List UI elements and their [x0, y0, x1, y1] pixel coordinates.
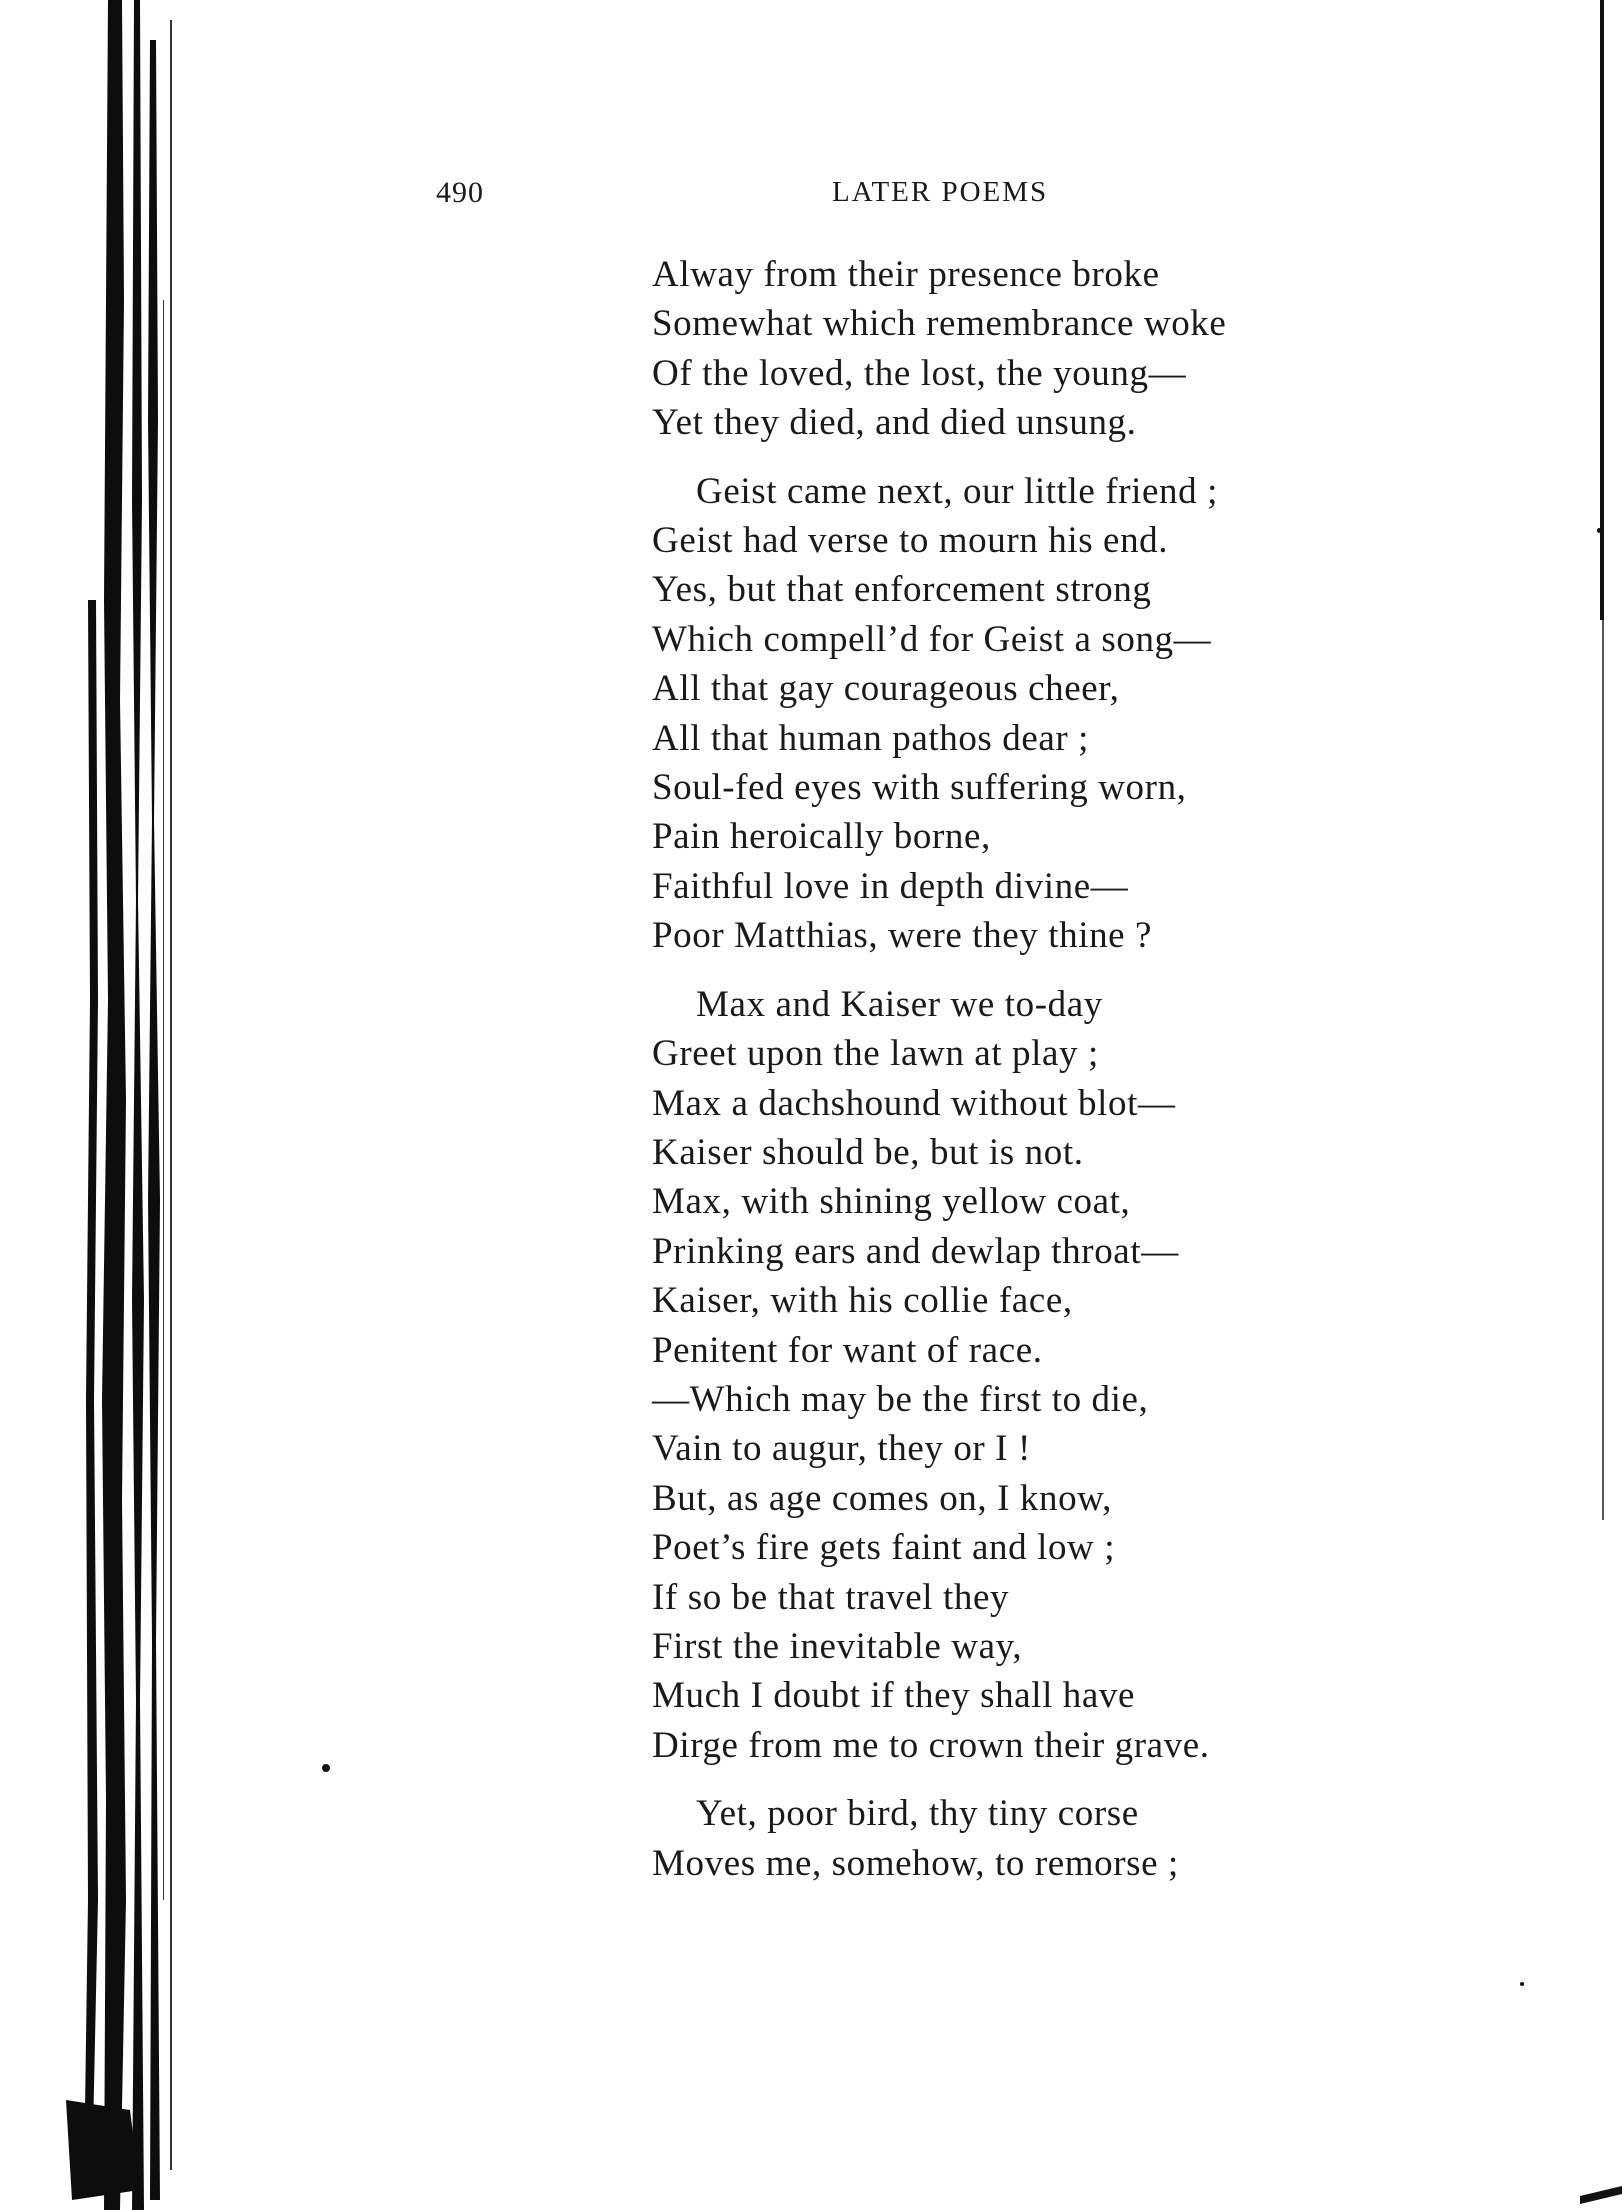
poem-line: Geist came next, our little friend ; — [696, 470, 1218, 512]
stanza — [652, 980, 1552, 1771]
poem-line: Alway from their presence broke — [652, 254, 1160, 295]
poem-line: Vain to augur, they or I ! — [652, 1428, 1031, 1470]
poem-line: Faithful love in depth divine— — [652, 865, 1129, 907]
poem-line: Yes, but that enforcement strong — [652, 569, 1152, 611]
poem-line: Soul-fed eyes with suffering worn, — [652, 767, 1187, 809]
poem-line: Yet they died, and died unsung. — [652, 402, 1137, 444]
poem-line: All that gay courageous cheer, — [652, 668, 1120, 710]
poem-line: Pain heroically borne, — [652, 816, 991, 858]
poem-line: Kaiser should be, but is not. — [652, 1131, 1084, 1173]
poem-line: Max a dachshound without blot— — [652, 1082, 1176, 1124]
poem-line: But, as age comes on, I know, — [652, 1477, 1112, 1519]
binding-gutter-shadow — [0, 0, 200, 2210]
poem-line: Which compell’d for Geist a song— — [652, 618, 1212, 660]
poem-line: Somewhat which remembrance woke — [652, 303, 1227, 345]
ink-speck — [322, 1764, 330, 1772]
ink-speck — [1597, 528, 1601, 533]
poem-line: Max and Kaiser we to-day — [696, 983, 1103, 1025]
poem-line: Of the loved, the lost, the young— — [652, 352, 1187, 394]
right-page-edge — [1580, 0, 1622, 2210]
poem-line: First the inevitable way, — [652, 1625, 1023, 1667]
poem-line: Geist had verse to mourn his end. — [652, 520, 1169, 562]
poem-line: Moves me, somehow, to remorse ; — [652, 1842, 1179, 1884]
poem-line: —Which may be the first to die, — [652, 1378, 1149, 1420]
poem-line: Much I doubt if they shall have — [652, 1675, 1136, 1717]
poem-line: Dirge from me to crown their grave. — [652, 1724, 1210, 1766]
ink-speck — [1520, 1982, 1524, 1986]
poem-line: Prinking ears and dewlap throat— — [652, 1230, 1179, 1272]
poem-line: Penitent for want of race. — [652, 1329, 1043, 1371]
poem-line: If so be that travel they — [652, 1576, 1010, 1618]
poem-body — [652, 250, 1552, 1888]
poem-line: Poor Matthias, were they thine ? — [652, 915, 1153, 957]
running-head: LATER POEMS — [832, 176, 1049, 208]
stanza — [652, 1789, 1552, 1888]
poem-line: Greet upon the lawn at play ; — [652, 1033, 1099, 1075]
page-number: 490 — [436, 176, 484, 209]
poem-line: All that human pathos dear ; — [652, 717, 1090, 759]
stanza — [652, 467, 1552, 961]
poem-line: Poet’s fire gets faint and low ; — [652, 1527, 1116, 1569]
stanza — [652, 250, 1552, 448]
poem-line: Yet, poor bird, thy tiny corse — [696, 1793, 1139, 1835]
poem-line: Max, with shining yellow coat, — [652, 1181, 1131, 1223]
poem-line: Kaiser, with his collie face, — [652, 1280, 1073, 1322]
